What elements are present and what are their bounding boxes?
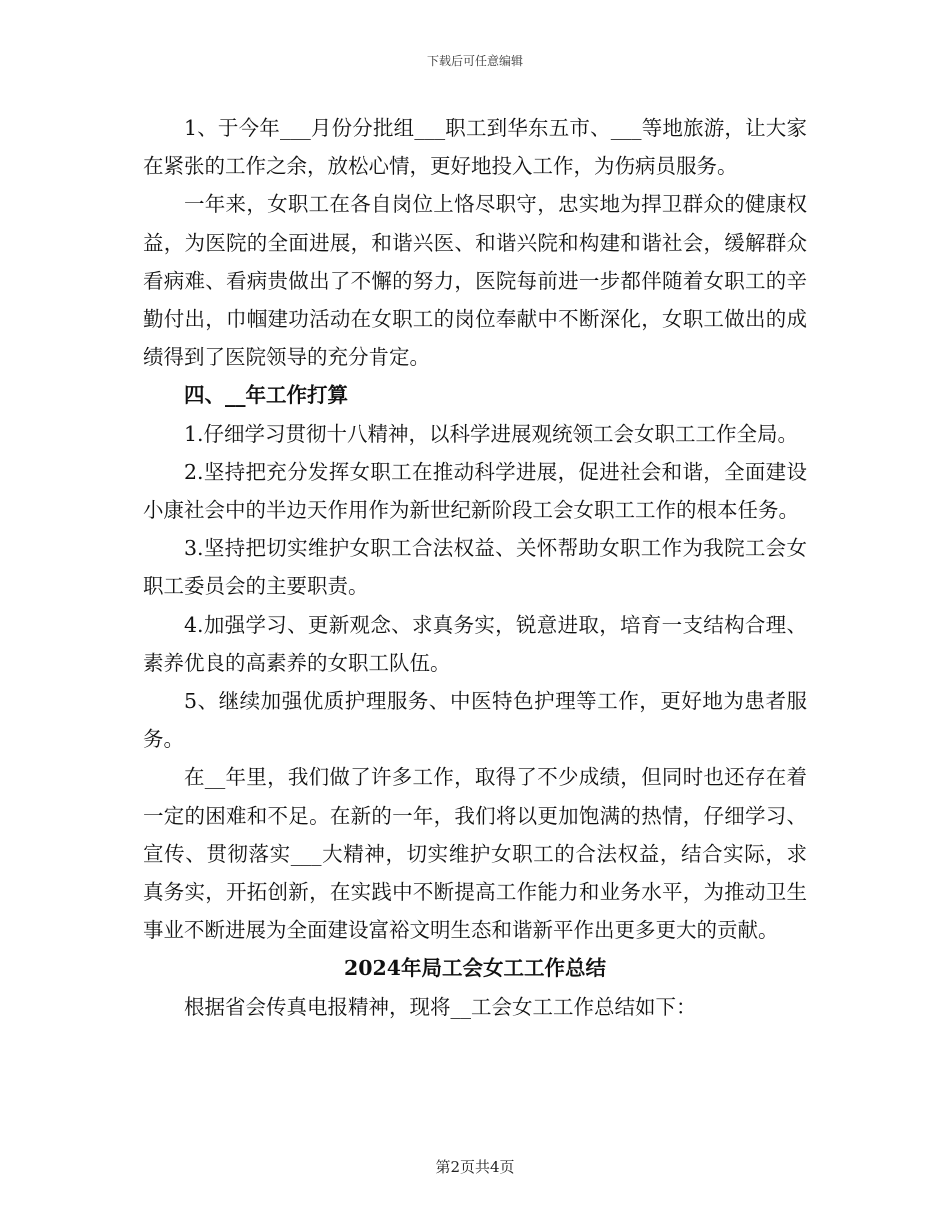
document-body <box>143 109 807 1026</box>
paragraph-plan-5: 5、继续加强优质护理服务、中医特色护理等工作，更好地为患者服务。 <box>143 689 807 752</box>
paragraph-year-summary: 一年来，女职工在各自岗位上恪尽职守，忠实地为捍卫群众的健康权益，为医院的全面进展，和谐兴医、和谐兴院和构建和谐社会，缓解群众看病难、看病贵做出了不懈的努力，医院每前进一步都伴随着女职工的辛勤付出，巾帼建功活动在女职工的岗位奉献中不断深化，女职工做出的成绩得到了医院领导的充分肯定。 <box>143 192 807 370</box>
paragraph-plan-2: 2.坚持把充分发挥女职工在推动科学进展，促进社会和谐，全面建设小康社会中的半边天作用作为新世纪新阶段工会女职工工作的根本任务。 <box>143 459 807 523</box>
document-title: 2024年局工会女工工作总结 <box>343 956 607 981</box>
paragraph-plan-1: 1.仔细学习贯彻十八精神，以科学进展观统领工会女职工工作全局。 <box>184 421 799 446</box>
paragraph-item-1-travel: 1、于今年___月份分批组___职工到华东五市、___等地旅游，让大家在紧张的工作之余，放松心情，更好地投入工作，为伤病员服务。 <box>143 116 807 179</box>
page-header-note: 下载后可任意编辑 <box>426 54 523 68</box>
paragraph-closing: 在__年里，我们做了许多工作，取得了不少成绩，但同时也还存在着一定的困难和不足。在新的一年，我们将以更加饱满的热情，仔细学习、宣传、贯彻落实___大精神，切实维护女职工的合法权益，结合实际，求真务实，开拓创新，在实践中不断提高工作能力和业务水平，为推动卫生事业不断进展为全面建设富裕文明生态和谐新平作出更多更大的贡献。 <box>143 765 807 943</box>
paragraph-plan-4: 4.加强学习、更新观念、求真务实，锐意进取，培育一支结构合理、素养优良的高素养的女职工队伍。 <box>143 612 807 675</box>
paragraph-plan-3: 3.坚持把切实维护女职工合法权益、关怀帮助女职工作为我院工会女职工委员会的主要职责。 <box>143 536 807 599</box>
page-number: 第2页共4页 <box>435 1158 515 1176</box>
paragraph-intro: 根据省会传真电报精神，现将__工会女工工作总结如下： <box>184 994 697 1019</box>
section-heading-work-plan: 四、__年工作打算 <box>184 383 348 408</box>
